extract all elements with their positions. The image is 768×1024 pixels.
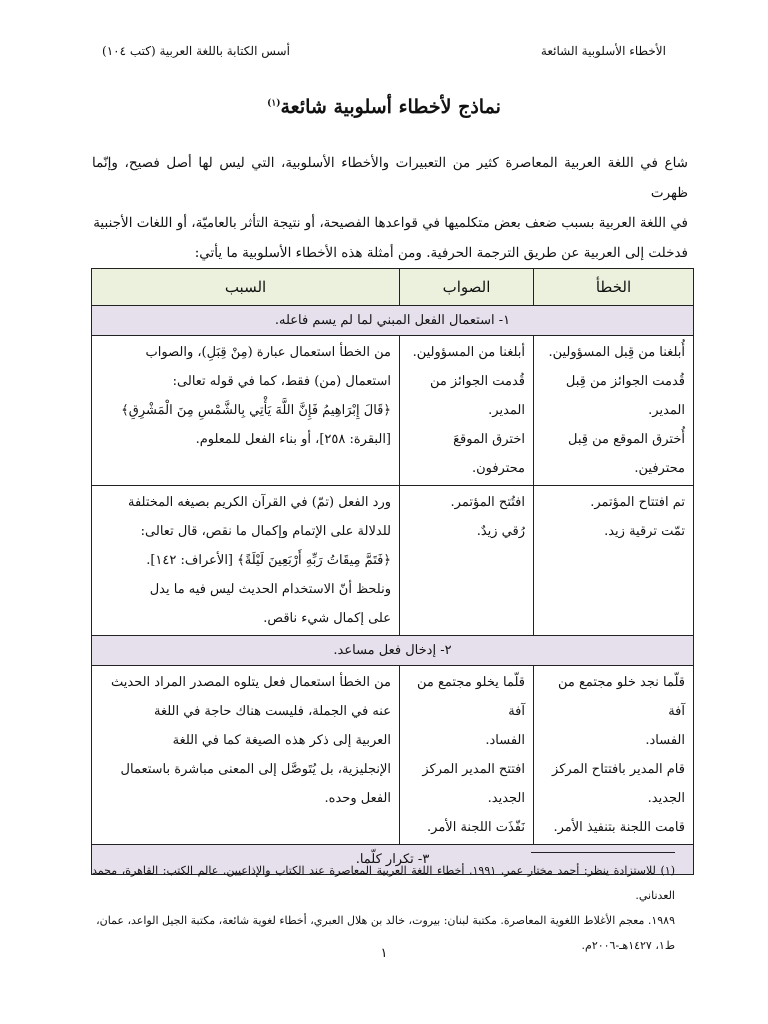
reason-line: للدلالة على الإتمام وإكمال ما نقص، قال تعالى: [140, 524, 391, 539]
footnote [92, 858, 675, 958]
section-title: ٣- تكرار كلّما. [92, 845, 694, 875]
error-line: قُدمت الجوائز من قِبل المدير. [565, 374, 685, 418]
intro-line: فدخلت إلى العربية عن طريق الترجمة الحرفية. ومن أمثلة هذه الأخطاء الأسلوبية ما يأتي: [194, 245, 688, 261]
header-reason: السبب [92, 269, 400, 306]
reason-line: على إكمال شيء ناقص. [263, 611, 391, 626]
quran-verse: ﴿قَالَ إِبْرَاهِيمُ فَإِنَّ اللَّهَ يَأْتِي بِالشَّمْسِ مِنَ الْمَشْرِقِ﴾ [121, 403, 391, 418]
header-error: الخطأ [534, 269, 694, 306]
quran-verse: ﴿فَتَمَّ مِيقَاتُ رَبِّهِ أَرْبَعِينَ لَيْلَةً﴾ [237, 553, 391, 568]
reason-line: استعمال (من) فقط، كما في قوله تعالى: [172, 374, 391, 389]
section-row [92, 306, 694, 336]
correct-line: قُدمت الجوائز من المدير. [430, 374, 525, 418]
error-line: قلّما نجد خلو مجتمع من آفة [558, 675, 685, 719]
error-line: تمّت ترقية زيد. [604, 524, 685, 539]
reason-line: من الخطأ استعمال فعل يتلوه المصدر المراد الحديث [111, 675, 391, 690]
verse-reference: [الأعراف: ١٤٢]. [146, 553, 234, 568]
correct-line: نَفّذَت اللجنة الأمر. [427, 820, 525, 835]
footnote-line: ط١، ١٤٢٧هـ-٢٠٠٦م. [581, 939, 675, 952]
footnote-line: ١٩٨٩. معجم الأغلاط اللغوية المعاصرة. مكتبة لبنان: بيروت، خالد بن هلال العبري، أخطاء لغوية شائعة، مكتبة الجيل الواعد، عمان، [96, 914, 675, 927]
page-number: ١ [380, 946, 388, 961]
correct-cell [400, 666, 534, 845]
reason-line: عنه في الجملة، فليست هناك حاجة في اللغة [153, 704, 391, 719]
reason-cell [92, 666, 400, 845]
error-line: تم افتتاح المؤتمر. [590, 495, 685, 510]
table-header-row [92, 269, 694, 306]
quran-line [100, 546, 391, 575]
footnote-line: (١) للاستزادة ينظر: أحمد مختار عمر. ١٩٩١. أخطاء اللغة العربية المعاصرة عند الكتاب والإذاعيين. عالم الكتب: القاهرة، محمد العدناني. [92, 864, 675, 902]
error-cell [534, 666, 694, 845]
error-line: أُخترق الموقع من قِبل محترفين. [567, 432, 685, 476]
error-line: الفساد. [645, 733, 685, 748]
page-title [0, 96, 768, 118]
correct-line: قلّما يخلو مجتمع من آفة [417, 675, 525, 719]
correct-line: افتُتح المؤتمر. [450, 495, 525, 510]
running-header-title: الأخطاء الأسلوبية الشائعة [540, 44, 666, 58]
reason-line: الفعل وحده. [324, 791, 391, 806]
page-title-text: نماذج لأخطاء أسلوبية شائعة [280, 96, 501, 118]
correct-line: اخترق الموقعَ محترفون. [453, 432, 525, 476]
reason-line: العربية إلى ذكر هذه الصيغة كما في اللغة [172, 733, 391, 748]
verse-reference: [البقرة: ٢٥٨]، أو بناء الفعل للمعلوم. [195, 432, 391, 447]
errors-table [91, 268, 694, 875]
error-cell [534, 336, 694, 486]
section-title: ١- استعمال الفعل المبني لما لم يسم فاعله. [92, 306, 694, 336]
correct-cell [400, 336, 534, 486]
correct-line: افتتح المدير المركز الجديد. [422, 762, 525, 806]
footnote-separator [531, 852, 675, 853]
footnote-marker: (١) [267, 98, 281, 109]
table-row [92, 336, 694, 486]
reason-line: من الخطأ استعمال عبارة (مِنْ قِبَلِ)، والصواب [145, 345, 391, 360]
running-header-course: أسس الكتابة باللغة العربية (كتب ١٠٤) [102, 44, 290, 58]
table-row [92, 486, 694, 636]
correct-line: الفساد. [485, 733, 525, 748]
error-line: قام المدير بافتتاح المركز الجديد. [552, 762, 685, 806]
error-line: أُبلغنا من قِبل المسؤولين. [548, 345, 685, 360]
reason-cell [92, 336, 400, 486]
reason-line: ورد الفعل (تمّ) في القرآن الكريم بصيغه المختلفة [128, 495, 391, 510]
intro-line: في اللغة العربية بسبب ضعف بعض متكلميها في قواعدها الفصيحة، أو نتيجة التأثر بالعاميّة، أو اللغات الأجنبية [93, 215, 688, 231]
reason-line: الإنجليزية، بل يُتَوصَّل إلى المعنى مباشرة باستعمال [120, 762, 391, 777]
section-title: ٢- إدخال فعل مساعد. [92, 636, 694, 666]
correct-line: رُقي زيدٌ. [476, 524, 525, 539]
error-cell [534, 486, 694, 636]
intro-line: شاع في اللغة العربية المعاصرة كثير من التعبيرات والأخطاء الأسلوبية، التي ليس لها أصل فصيح، وإنّما ظهرت [92, 155, 688, 201]
reason-cell [92, 486, 400, 636]
intro-paragraph [92, 148, 688, 268]
header-correct: الصواب [400, 269, 534, 306]
correct-cell [400, 486, 534, 636]
section-row [92, 636, 694, 666]
table-row [92, 666, 694, 845]
reason-line: ونلحظ أنّ الاستخدام الحديث ليس فيه ما يدل [149, 582, 391, 597]
correct-line: أبلغنا من المسؤولين. [412, 345, 525, 360]
error-line: قامت اللجنة بتنفيذ الأمر. [553, 820, 685, 835]
